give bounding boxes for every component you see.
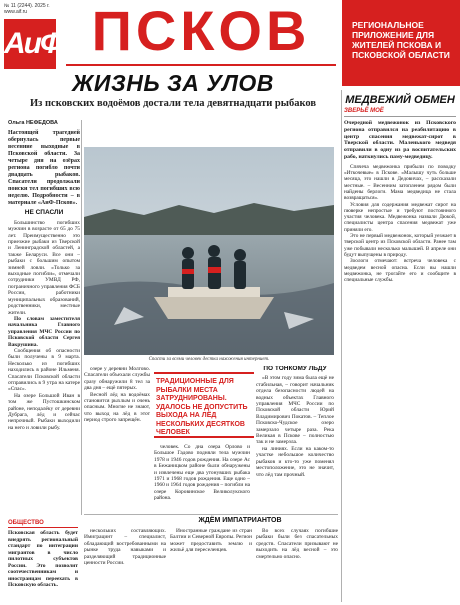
paragraph: Большинство погибших мужчин в возрасте от 65 до 75 лет. Преимущественно это приезжие рыбаки из Тверской и Ленинградской областей, а также Беларуси. Все они – рыбаки с большим опытом зимней ловли. «Только за выходные погибли», отмечали сотрудники УМВД РФ, пограничного управления ФСБ России, работники муниципальных образований, родственники, местные жители.: [8, 219, 80, 316]
photo-caption: Спасти за всеми человек дестка нахожения интерниет.: [148, 357, 270, 362]
main-article: [8, 70, 338, 109]
pull-quote: [154, 372, 254, 438]
paragraph: «В этом году зима была ещё не стабильная, – говорит начальник отдела безопасности людей на водных объектах Главного управления МЧС России по Псковской области Юрий Владимирович Покатов. – Теплое Псковско-Чудское озеро замерзало четыре раза. Река Великая в Пскове – полностью так и не замерзла.: [256, 375, 334, 446]
right-article-lead: Очередной медвежонок из Псковского региона отправился на реабилитацию в центр спасения медвежат-сирот в Тверской области. Маленького медведя отправили в одну из ра воспитательских рабо, наткнулись паму-медведицу.: [344, 120, 456, 160]
pull-quote-text: ТРАДИЦИОННЫЕ ДЛЯ РЫБАЛКИ МЕСТА ЗАТРУДНИРОВАНЫ. УДАЛОСЬ НЕ ДОПУСТИТЬ ВЫХОДА НА ЛЁД НЕСКОЛЬКИХ ДЕСЯТКОВ ЧЕЛОВЕК: [156, 378, 248, 436]
issue-number: № 11 (2244). 2025 г.: [4, 3, 50, 9]
masthead-rule: [66, 64, 336, 66]
article-subheadline: Из псковских водоёмов достали тела девятнадцати рыбаков: [29, 98, 317, 109]
right-column: [344, 94, 456, 534]
section-heading-3: ЖДЁМ ИМПАТРИАНТОВ: [198, 517, 282, 524]
article-column-2: [84, 366, 150, 514]
paragraph: озере у деревни Молгово. Спасатели объехали службы сразу обнаружили 8 тел за два дня – ещё пятерых.: [84, 366, 150, 392]
aif-logo: АиФ: [4, 19, 56, 69]
paragraph: Зоологи отмечают: встреча человека с медведем весной опасна. Если вы нашли медвежонка, не трогайте его и сообщите в специальные службы.: [344, 258, 456, 284]
section-heading-1: НЕ СПАСЛИ: [24, 209, 64, 217]
paragraph: Условия для содержания медвежат сирот на пюверке непростые и требуют постоянного участия человека. Медвежонка назвали Дюкой, специалисты центра спасения медвежат уже приняли его.: [344, 201, 456, 233]
supplement-banner: РЕГИОНАЛЬНОЕ ПРИЛОЖЕНИЕ ДЛЯ ЖИТЕЛЕЙ ПСКОВА И ПСКОВСКОЙ ОБЛАСТИ: [342, 0, 460, 86]
paragraph: Сообщения об опасности были получены в 9 марта. Несколько из погибших находились в районе Ильменя. Спасатели Псковской области отправились в 9 утра на катере «Спас».: [8, 347, 80, 393]
article-column-7: [256, 528, 338, 603]
paragraph: Во всех случаях погибшие рыбаки были без спасательных средств. Спасатели призывают не выходить на лёд весной – это смертельно опасно.: [256, 528, 338, 560]
society-text: Псковская область будет внедрять региональный стандарт по интеграции мигрантов в число пилотных субъектов России. Это позволит соотечественникам и иностранцам переехать в Псковскую область.: [8, 530, 78, 588]
paragraph: Весной лёд на водоёмах становится рыхлым и очень опасным. Многие не знают, что выход на лёд в этот период строго запрещён.: [84, 391, 150, 424]
right-article-rubric: ЗВЕРЬЁ МОЁ: [344, 108, 456, 117]
article-column-3: [256, 366, 334, 512]
right-article-body: [344, 164, 456, 534]
rescue-photo-illustration: [84, 147, 334, 355]
article-author: Ольга НЕФЁДОВА: [8, 120, 58, 126]
article-column-6: [170, 528, 252, 603]
section-heading-2: ПО ТОНКОМУ ЛЬДУ: [263, 366, 327, 372]
paragraph: нескольких составляющих. Имиграцинт – специалист, обладающий востребованными на рынке труда навыками и разделяющий традиционные ценности России.: [84, 528, 166, 567]
newspaper-title: ПСКОВ: [91, 0, 311, 62]
article-lead: Настоящей трагедией обернулась первые весенние выходные в Псковской области. За четыре дня на озёрах региона погибло почти двадцать рыбаков. Спасатели продолжали поиски тел погибших всю неделю. Подробности – в материале «АиФ-Псков».: [8, 130, 80, 207]
section-divider: [84, 514, 338, 515]
paragraph: на линиях. Если на каком-то участке небольшое количество рыбаков и кто-то уже поменял местоположение, это не значит, что лёд там прочный.: [256, 445, 334, 478]
society-heading: ОБЩЕСТВО: [8, 520, 78, 528]
article-photo: [84, 147, 334, 355]
paragraph: Спячеча медвежонка прибыли по поводку «Иткочевые» в Пскове. «Малышу чуть больше месяца, это нашли в Дедовичах, – рассказали местные. – Весенним затопленем рядом были найдены берлоги. Мама медведица не стала возвращаться».: [344, 163, 456, 202]
article-headline: ЖИЗНЬ ЗА УЛОВ: [72, 70, 274, 96]
right-column-divider: [341, 90, 342, 602]
article-column-2b: [154, 444, 250, 510]
column-divider: [81, 120, 82, 515]
right-article-title: МЕДВЕЖИЙ ОБМЕН: [345, 94, 455, 106]
paragraph: человек. Со дна озера Орлово и Большое Гадово подняли тела мужчин 1978 и 1946 годов рождения. На озере Ас в Бежаницком районе были обнаружены и извлечены еще два утонувших рыбака 1971 и 1968 годов рождения. Еще одно – 1960 и 1964 годов рождения – погибли на озере Коровинское Великолукского района.: [154, 444, 250, 502]
paragraph: На озере Большой Иван в том же Пустошкинском районе, неподалёку от деревни Дубрага, лёд и сейчас непрочный. Рыбаки выходили на него и ловили рыбу.: [8, 392, 80, 431]
paragraph: По словам заместителя начальника Главного управления МЧС России по Псковской области Сергея Вакрушина.: [8, 315, 80, 348]
website: www.aif.ru: [4, 9, 28, 15]
society-box: [8, 520, 78, 589]
article-column-1: [8, 120, 80, 515]
article-column-5: [84, 528, 166, 603]
paragraph: Это не первый медвежонок, который уезжает в тверской центр из Псковской области. Ранее там уже побывали несколько малышей. В апреле они будут выпущены в природу.: [344, 233, 456, 258]
paragraph: Иностранные граждане из стран Балтии и Северной Европы. Регион может предоставить землю и жильё для переселенцев.: [170, 528, 252, 554]
masthead-left: [4, 3, 60, 69]
